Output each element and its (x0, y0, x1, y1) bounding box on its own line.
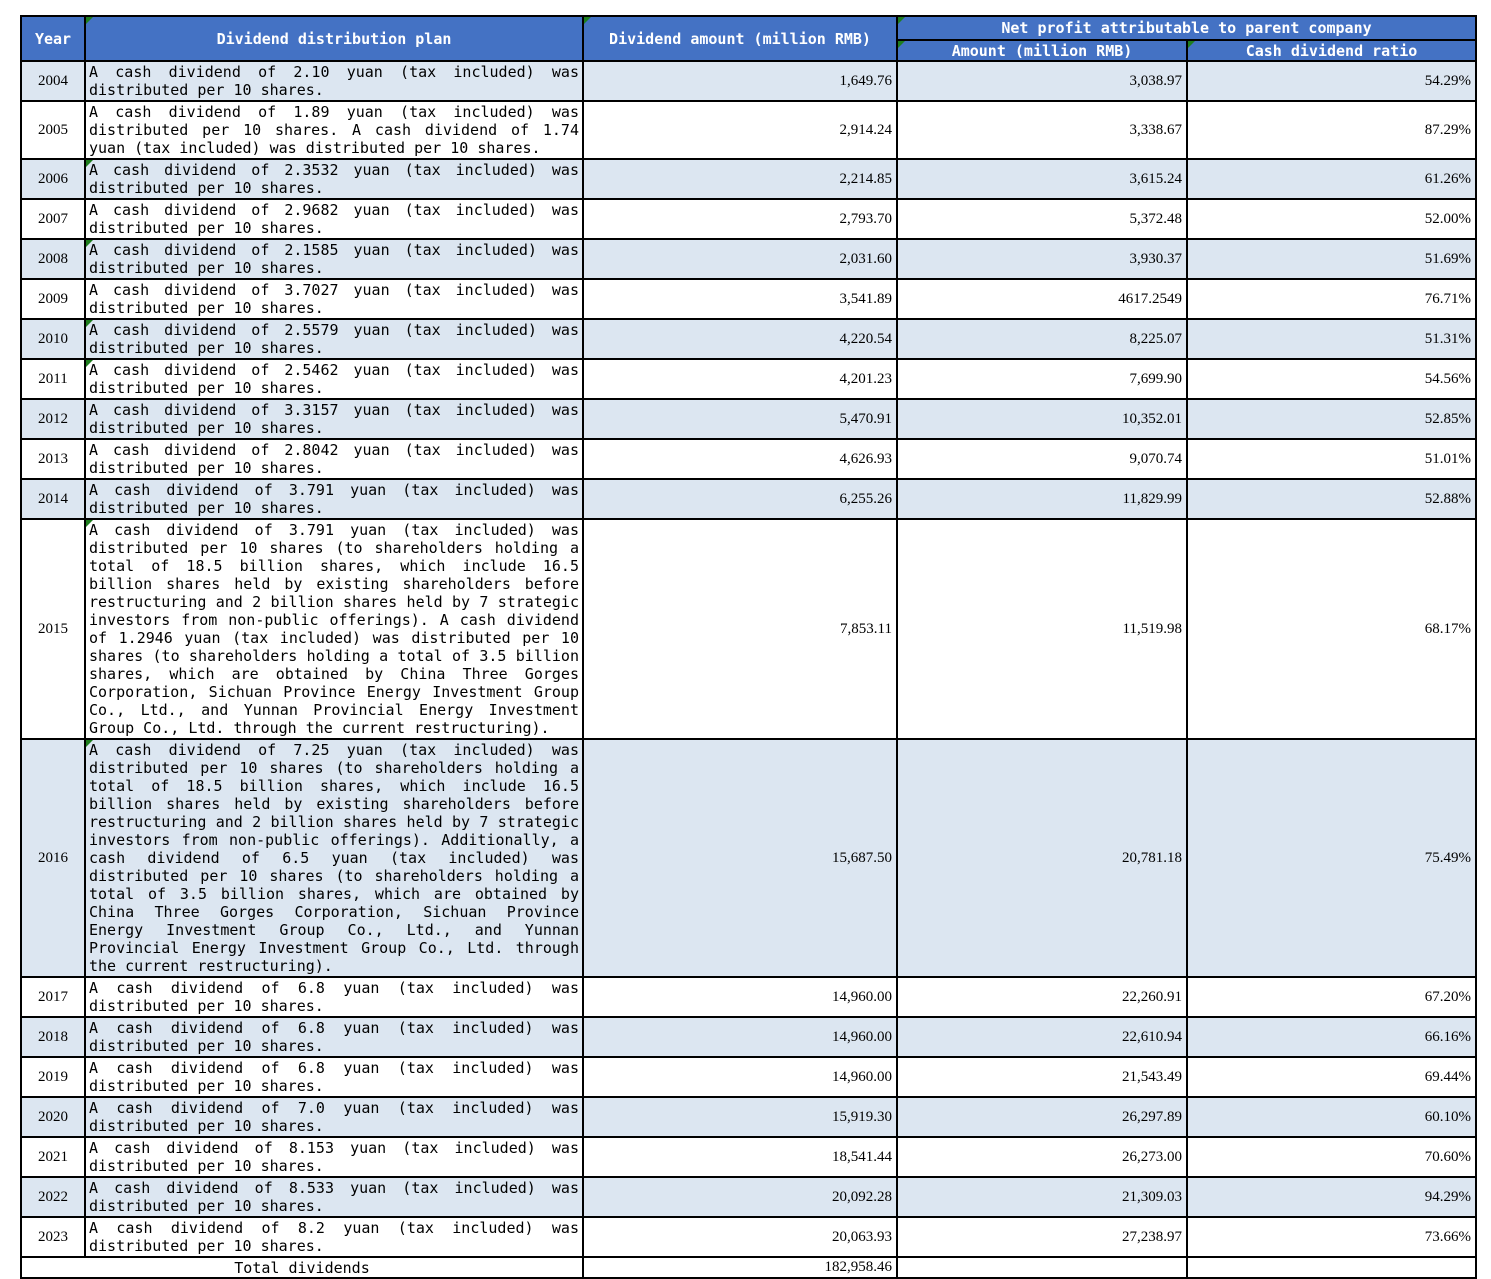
plan-cell-text: A cash dividend of 3.791 yuan (tax included) was distributed per 10 shares. (89, 481, 579, 517)
cash-dividend-ratio-cell (1187, 1217, 1476, 1257)
cash-dividend-ratio-cell (1187, 101, 1476, 159)
net-profit-amount-cell-text: 26,297.89 (1122, 1108, 1182, 1125)
year-cell (21, 1137, 85, 1177)
cash-dividend-ratio-cell (1187, 239, 1476, 279)
plan-cell-text: A cash dividend of 7.0 yuan (tax included) was distributed per 10 shares. (89, 1099, 579, 1135)
dividend-amount-cell-text: 7,853.11 (840, 620, 892, 637)
net-profit-amount-cell (897, 1177, 1187, 1217)
dividend-amount-cell-text: 3,541.89 (839, 290, 892, 307)
plan-cell-text: A cash dividend of 2.1585 yuan (tax included) was distributed per 10 shares. (89, 241, 579, 277)
table-row (21, 739, 1476, 977)
dividend-amount-cell (583, 61, 897, 101)
year-cell (21, 1097, 85, 1137)
net-profit-amount-cell (897, 439, 1187, 479)
cash-dividend-ratio-cell-text: 73.66% (1424, 1228, 1472, 1245)
net-profit-amount-cell (897, 61, 1187, 101)
dividend-amount-cell-text: 4,201.23 (839, 370, 892, 387)
net-profit-amount-cell-text: 3,930.37 (1129, 250, 1182, 267)
net-profit-amount-cell-text: 21,543.49 (1122, 1068, 1182, 1085)
col-header-net-profit-group-label: Net profit attributable to parent company (1001, 19, 1372, 37)
net-profit-amount-cell-text: 22,260.91 (1122, 988, 1182, 1005)
dividend-amount-cell (583, 739, 897, 977)
dividend-amount-cell (583, 479, 897, 519)
year-cell-text: 2022 (38, 1188, 68, 1205)
cash-dividend-ratio-cell (1187, 439, 1476, 479)
plan-cell-text: A cash dividend of 2.3532 yuan (tax included) was distributed per 10 shares. (89, 161, 579, 197)
net-profit-amount-cell-text: 11,519.98 (1122, 620, 1182, 637)
col-header-plan (85, 16, 583, 61)
table-row (21, 399, 1476, 439)
total-net-profit-amount-cell (897, 1257, 1187, 1278)
plan-cell-text: A cash dividend of 8.2 yuan (tax included) was distributed per 10 shares. (89, 1219, 579, 1255)
dividend-amount-cell (583, 1097, 897, 1137)
dividend-amount-cell (583, 977, 897, 1017)
year-cell-text: 2011 (38, 370, 68, 387)
year-cell-text: 2016 (38, 849, 68, 866)
year-cell-text: 2021 (38, 1148, 68, 1165)
net-profit-amount-cell (897, 159, 1187, 199)
net-profit-amount-cell (897, 319, 1187, 359)
cash-dividend-ratio-cell (1187, 279, 1476, 319)
net-profit-amount-cell-text: 5,372.48 (1129, 210, 1182, 227)
dividend-amount-cell (583, 199, 897, 239)
year-cell-text: 2013 (38, 450, 68, 467)
net-profit-amount-cell (897, 101, 1187, 159)
year-cell (21, 519, 85, 739)
dividend-amount-cell-text: 2,793.70 (839, 210, 892, 227)
plan-cell (85, 1137, 583, 1177)
net-profit-amount-cell-text: 26,273.00 (1122, 1148, 1182, 1165)
year-cell-text: 2010 (38, 330, 68, 347)
plan-cell-text: A cash dividend of 2.5462 yuan (tax included) was distributed per 10 shares. (89, 361, 579, 397)
net-profit-amount-cell-text: 22,610.94 (1122, 1028, 1182, 1045)
net-profit-amount-cell-text: 4617.2549 (1118, 290, 1182, 307)
dividend-amount-cell-text: 14,960.00 (832, 1028, 892, 1045)
table-row (21, 1097, 1476, 1137)
table-row (21, 199, 1476, 239)
total-cash-dividend-ratio-cell (1187, 1257, 1476, 1278)
dividend-amount-cell-text: 15,687.50 (832, 849, 892, 866)
table-row (21, 1017, 1476, 1057)
cash-dividend-ratio-cell (1187, 1137, 1476, 1177)
cash-dividend-ratio-cell-text: 70.60% (1424, 1148, 1472, 1165)
year-cell (21, 159, 85, 199)
plan-cell (85, 1217, 583, 1257)
net-profit-amount-cell-text: 9,070.74 (1129, 450, 1182, 467)
net-profit-amount-cell-text: 27,238.97 (1122, 1228, 1182, 1245)
table-row (21, 61, 1476, 101)
dividend-amount-cell-text: 2,031.60 (839, 250, 892, 267)
table-footer (21, 1257, 1476, 1278)
net-profit-amount-cell-text: 3,338.67 (1129, 121, 1182, 138)
cash-dividend-ratio-cell-text: 51.69% (1424, 250, 1472, 267)
plan-cell (85, 977, 583, 1017)
col-header-net-profit-group (897, 16, 1476, 40)
plan-cell-text: A cash dividend of 6.8 yuan (tax included) was distributed per 10 shares. (89, 1059, 579, 1095)
net-profit-amount-cell (897, 239, 1187, 279)
net-profit-amount-cell (897, 199, 1187, 239)
dividend-amount-cell (583, 1217, 897, 1257)
cash-dividend-ratio-cell (1187, 359, 1476, 399)
dividend-amount-cell (583, 439, 897, 479)
cash-dividend-ratio-cell (1187, 319, 1476, 359)
total-dividend-amount-cell: 182,958.46 (583, 1257, 897, 1278)
dividend-amount-cell (583, 399, 897, 439)
dividend-amount-cell (583, 359, 897, 399)
plan-cell-text: A cash dividend of 2.8042 yuan (tax included) was distributed per 10 shares. (89, 441, 579, 477)
net-profit-amount-cell-text: 10,352.01 (1122, 410, 1182, 427)
year-cell (21, 359, 85, 399)
year-cell (21, 479, 85, 519)
plan-cell (85, 239, 583, 279)
dividend-amount-cell (583, 101, 897, 159)
cash-dividend-ratio-cell (1187, 199, 1476, 239)
net-profit-amount-cell (897, 1097, 1187, 1137)
plan-cell (85, 519, 583, 739)
cash-dividend-ratio-cell (1187, 1057, 1476, 1097)
net-profit-amount-cell-text: 21,309.03 (1122, 1188, 1182, 1205)
plan-cell (85, 399, 583, 439)
cash-dividend-ratio-cell (1187, 479, 1476, 519)
cash-dividend-ratio-cell-text: 51.01% (1424, 450, 1472, 467)
plan-cell-text: A cash dividend of 6.8 yuan (tax included) was distributed per 10 shares. (89, 1019, 579, 1055)
year-cell (21, 1177, 85, 1217)
dividend-amount-cell (583, 519, 897, 739)
table-row (21, 977, 1476, 1017)
net-profit-amount-cell (897, 479, 1187, 519)
year-cell (21, 1057, 85, 1097)
year-cell-text: 2005 (38, 121, 68, 138)
year-cell-text: 2004 (38, 72, 68, 89)
net-profit-amount-cell (897, 1217, 1187, 1257)
dividend-amount-cell-text: 2,914.24 (839, 121, 892, 138)
table-row (21, 1057, 1476, 1097)
excel-error-marker-icon (86, 17, 93, 24)
year-cell (21, 439, 85, 479)
year-cell-text: 2008 (38, 250, 68, 267)
cash-dividend-ratio-cell (1187, 159, 1476, 199)
table-row (21, 101, 1476, 159)
table-row (21, 279, 1476, 319)
total-label-cell: Total dividends (21, 1257, 583, 1278)
dividend-amount-cell (583, 1177, 897, 1217)
cash-dividend-ratio-cell (1187, 977, 1476, 1017)
dividend-amount-cell-text: 20,063.93 (832, 1228, 892, 1245)
excel-error-marker-icon (898, 41, 905, 48)
plan-cell-text: A cash dividend of 3.7027 yuan (tax included) was distributed per 10 shares. (89, 281, 579, 317)
cash-dividend-ratio-cell-text: 94.29% (1424, 1188, 1472, 1205)
cash-dividend-ratio-cell-text: 87.29% (1424, 121, 1472, 138)
dividend-amount-cell-text: 18,541.44 (832, 1148, 892, 1165)
plan-cell-text: A cash dividend of 3.791 yuan (tax included) was distributed per 10 shares (to shareholders holding a total of 18.5 billion shares, which include 16.5 billion shares held by existing shareholders before restructuring and 2 billion shares held by 7 strategic investors from non-public offerings). A cash dividend of 1.2946 yuan (tax included) was distributed per 10 shares (to shareholders holding a total of 3.5 billion shares, which are obtained by China Three Gorges Corporation, Sichuan Province Energy Investment Group Co., Ltd., and Yunnan Provincial Energy Investment Group Co., Ltd. through the current restructuring). (89, 521, 579, 737)
year-cell-text: 2007 (38, 210, 68, 227)
net-profit-amount-cell-text: 3,038.97 (1129, 72, 1182, 89)
cash-dividend-ratio-cell (1187, 1017, 1476, 1057)
plan-cell-text: A cash dividend of 3.3157 yuan (tax included) was distributed per 10 shares. (89, 401, 579, 437)
table-row (21, 519, 1476, 739)
year-cell (21, 239, 85, 279)
net-profit-amount-cell (897, 1017, 1187, 1057)
plan-cell-text: A cash dividend of 7.25 yuan (tax included) was distributed per 10 shares (to shareholders holding a total of 18.5 billion shares, which include 16.5 billion shares held by existing shareholders before restructuring and 2 billion shares held by 7 strategic investors from non-public offerings). Additionally, a cash dividend of 6.5 yuan (tax included) was distributed per 10 shares (to shareholders holding a total of 3.5 billion shares, which are obtained by China Three Gorges Corporation, Sichuan Province Energy Investment Group Co., Ltd., and Yunnan Provincial Energy Investment Group Co., Ltd. through the current restructuring). (89, 741, 579, 975)
plan-cell (85, 739, 583, 977)
year-cell (21, 199, 85, 239)
cash-dividend-ratio-cell-text: 60.10% (1424, 1108, 1472, 1125)
plan-cell (85, 319, 583, 359)
dividend-amount-cell (583, 279, 897, 319)
net-profit-amount-cell-text: 11,829.99 (1122, 490, 1182, 507)
year-cell (21, 399, 85, 439)
plan-cell (85, 1177, 583, 1217)
dividend-table (20, 15, 1477, 1279)
net-profit-amount-cell (897, 359, 1187, 399)
year-cell-text: 2006 (38, 170, 68, 187)
year-cell-text: 2015 (38, 620, 68, 637)
dividend-amount-cell-text: 2,214.85 (839, 170, 892, 187)
plan-cell-text: A cash dividend of 2.9682 yuan (tax included) was distributed per 10 shares. (89, 201, 579, 237)
cash-dividend-ratio-cell (1187, 399, 1476, 439)
cash-dividend-ratio-cell-text: 67.20% (1424, 988, 1472, 1005)
cash-dividend-ratio-cell-text: 75.49% (1424, 849, 1472, 866)
plan-cell (85, 1017, 583, 1057)
year-cell (21, 1217, 85, 1257)
header-row-1 (21, 16, 1476, 40)
plan-cell (85, 279, 583, 319)
cash-dividend-ratio-cell (1187, 739, 1476, 977)
net-profit-amount-cell (897, 279, 1187, 319)
plan-cell-text: A cash dividend of 2.5579 yuan (tax included) was distributed per 10 shares. (89, 321, 579, 357)
net-profit-amount-cell (897, 1057, 1187, 1097)
plan-cell (85, 359, 583, 399)
plan-cell (85, 101, 583, 159)
net-profit-amount-cell-text: 8,225.07 (1129, 330, 1182, 347)
col-header-plan-label: Dividend distribution plan (216, 29, 452, 48)
dividend-amount-cell-text: 20,092.28 (832, 1188, 892, 1205)
cash-dividend-ratio-cell (1187, 519, 1476, 739)
plan-cell (85, 1097, 583, 1137)
col-header-dividend-amount-label: Dividend amount (million RMB) (609, 29, 871, 48)
table-row (21, 159, 1476, 199)
col-header-cash-dividend-ratio (1187, 40, 1476, 61)
year-cell-text: 2014 (38, 490, 68, 507)
year-cell (21, 101, 85, 159)
plan-cell-text: A cash dividend of 1.89 yuan (tax included) was distributed per 10 shares. A cash dividend of 1.74 yuan (tax included) was distributed per 10 shares. (89, 103, 579, 157)
cash-dividend-ratio-cell-text: 52.00% (1424, 210, 1472, 227)
dividend-amount-cell-text: 4,220.54 (839, 330, 892, 347)
total-row (21, 1257, 1476, 1278)
year-cell (21, 977, 85, 1017)
year-cell (21, 1017, 85, 1057)
cash-dividend-ratio-cell-text: 51.31% (1424, 330, 1472, 347)
table-row (21, 1217, 1476, 1257)
plan-cell-text: A cash dividend of 2.10 yuan (tax included) was distributed per 10 shares. (89, 63, 579, 99)
plan-cell (85, 61, 583, 101)
plan-cell (85, 159, 583, 199)
table-row (21, 479, 1476, 519)
net-profit-amount-cell (897, 399, 1187, 439)
col-header-cash-dividend-ratio-label: Cash dividend ratio (1245, 41, 1418, 60)
dividend-amount-cell-text: 1,649.76 (839, 72, 892, 89)
cash-dividend-ratio-cell (1187, 61, 1476, 101)
cash-dividend-ratio-cell (1187, 1097, 1476, 1137)
col-header-net-profit-amount (897, 40, 1187, 61)
table-body (21, 61, 1476, 1257)
year-cell (21, 279, 85, 319)
net-profit-amount-cell-text: 7,699.90 (1129, 370, 1182, 387)
table-row (21, 1137, 1476, 1177)
plan-cell-text: A cash dividend of 6.8 yuan (tax included) was distributed per 10 shares. (89, 979, 579, 1015)
cash-dividend-ratio-cell-text: 69.44% (1424, 1068, 1472, 1085)
dividend-amount-cell-text: 14,960.00 (832, 988, 892, 1005)
table-row (21, 319, 1476, 359)
year-cell-text: 2018 (38, 1028, 68, 1045)
cash-dividend-ratio-cell-text: 52.88% (1424, 490, 1472, 507)
net-profit-amount-cell-text: 3,615.24 (1129, 170, 1182, 187)
table-row (21, 239, 1476, 279)
year-cell-text: 2009 (38, 290, 68, 307)
year-cell-text: 2020 (38, 1108, 68, 1125)
cash-dividend-ratio-cell-text: 76.71% (1424, 290, 1472, 307)
plan-cell (85, 199, 583, 239)
cash-dividend-ratio-cell-text: 61.26% (1424, 170, 1472, 187)
dividend-amount-cell (583, 1137, 897, 1177)
net-profit-amount-cell (897, 519, 1187, 739)
plan-cell-text: A cash dividend of 8.153 yuan (tax included) was distributed per 10 shares. (89, 1139, 579, 1175)
col-header-year-label: Year (34, 29, 72, 48)
table-row (21, 1177, 1476, 1217)
col-header-dividend-amount (583, 16, 897, 61)
plan-cell (85, 439, 583, 479)
excel-error-marker-icon (1188, 41, 1195, 48)
cash-dividend-ratio-cell-text: 54.56% (1424, 370, 1472, 387)
table-row (21, 439, 1476, 479)
cash-dividend-ratio-cell-text: 66.16% (1424, 1028, 1472, 1045)
cash-dividend-ratio-cell (1187, 1177, 1476, 1217)
year-cell (21, 739, 85, 977)
year-cell-text: 2023 (38, 1228, 68, 1245)
plan-cell (85, 1057, 583, 1097)
year-cell (21, 61, 85, 101)
net-profit-amount-cell (897, 739, 1187, 977)
dividend-amount-cell (583, 239, 897, 279)
year-cell (21, 319, 85, 359)
table-header (21, 16, 1476, 61)
col-header-net-profit-amount-label: Amount (million RMB) (951, 41, 1133, 60)
year-cell-text: 2019 (38, 1068, 68, 1085)
dividend-amount-cell-text: 15,919.30 (832, 1108, 892, 1125)
cash-dividend-ratio-cell-text: 52.85% (1424, 410, 1472, 427)
excel-error-marker-icon (584, 17, 591, 24)
year-cell-text: 2012 (38, 410, 68, 427)
year-cell-text: 2017 (38, 988, 68, 1005)
net-profit-amount-cell (897, 977, 1187, 1017)
dividend-amount-cell-text: 14,960.00 (832, 1068, 892, 1085)
dividend-amount-cell (583, 1057, 897, 1097)
net-profit-amount-cell (897, 1137, 1187, 1177)
dividend-amount-cell-text: 5,470.91 (839, 410, 892, 427)
dividend-amount-cell-text: 6,255.26 (839, 490, 892, 507)
plan-cell-text: A cash dividend of 8.533 yuan (tax included) was distributed per 10 shares. (89, 1179, 579, 1215)
excel-error-marker-icon (898, 17, 905, 24)
table-row (21, 359, 1476, 399)
dividend-amount-cell (583, 319, 897, 359)
dividend-amount-cell-text: 4,626.93 (839, 450, 892, 467)
net-profit-amount-cell-text: 20,781.18 (1122, 849, 1182, 866)
dividend-table-container (20, 15, 1475, 1279)
cash-dividend-ratio-cell-text: 68.17% (1424, 620, 1472, 637)
cash-dividend-ratio-cell-text: 54.29% (1424, 72, 1472, 89)
col-header-year (21, 16, 85, 61)
dividend-amount-cell (583, 159, 897, 199)
dividend-amount-cell (583, 1017, 897, 1057)
plan-cell (85, 479, 583, 519)
